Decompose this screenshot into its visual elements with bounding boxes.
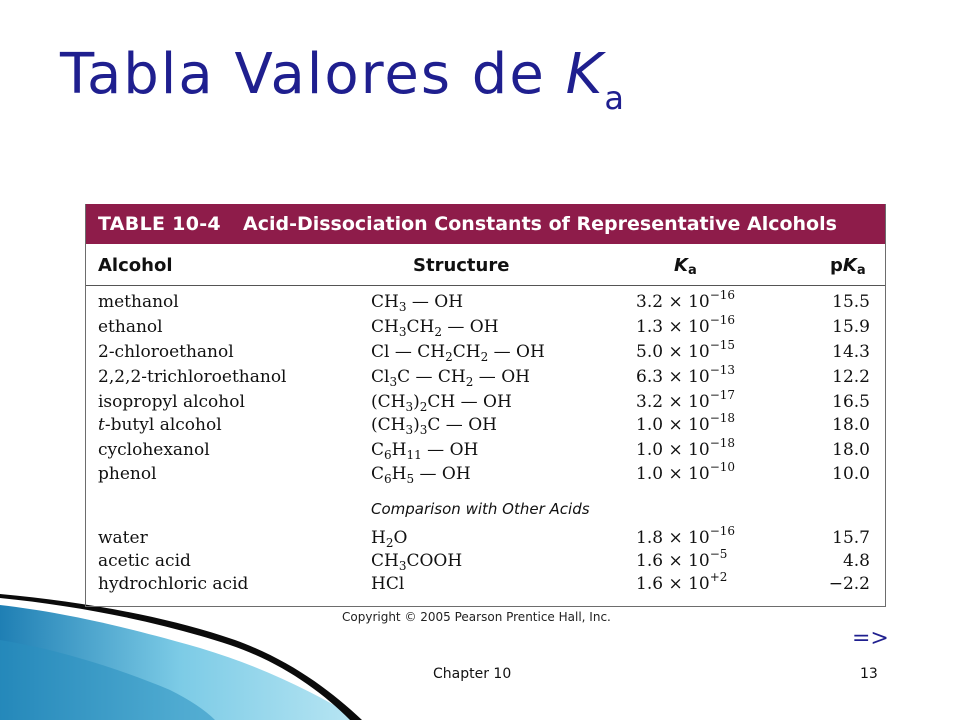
pka-value: 15.5 bbox=[832, 292, 870, 312]
ka-value bbox=[636, 570, 728, 594]
ka-value bbox=[636, 547, 728, 571]
structure-formula: $C_6H_{11}$ — OH bbox=[371, 440, 479, 462]
table-row-name: methanol bbox=[98, 292, 179, 312]
pka-value: 15.7 bbox=[832, 528, 870, 548]
ka-value bbox=[636, 338, 736, 362]
ka-exponent: −13 bbox=[709, 363, 736, 377]
ka-exponent: −16 bbox=[709, 313, 736, 327]
ka-mantissa: 5.0 × 10 bbox=[636, 342, 710, 362]
pka-value: 18.0 bbox=[832, 440, 870, 460]
ka-value bbox=[636, 313, 736, 337]
structure-formula: HCl bbox=[371, 574, 405, 594]
pka-value: 15.9 bbox=[832, 317, 870, 337]
acidity-table bbox=[85, 204, 886, 607]
structure-formula: $H_2O$ bbox=[371, 528, 408, 550]
slide-title-k: K bbox=[565, 42, 605, 107]
slide-title bbox=[60, 42, 626, 117]
table-number: TABLE 10-4 bbox=[98, 213, 221, 235]
column-header-ka bbox=[674, 255, 697, 276]
table-row-name: 2,2,2-trichloroethanol bbox=[98, 367, 287, 387]
ka-exponent: −16 bbox=[709, 524, 736, 538]
ka-mantissa: 1.8 × 10 bbox=[636, 528, 710, 548]
column-header-alcohol: Alcohol bbox=[98, 255, 173, 276]
ka-value bbox=[636, 524, 736, 548]
ka-exponent: −18 bbox=[709, 411, 736, 425]
ka-value bbox=[636, 388, 736, 412]
ka-k: K bbox=[674, 255, 688, 276]
table-row-name: isopropyl alcohol bbox=[98, 392, 245, 412]
table-row-name: water bbox=[98, 528, 148, 548]
ka-value bbox=[636, 411, 736, 435]
table-row-name: hydrochloric acid bbox=[98, 574, 249, 594]
ka-mantissa: 3.2 × 10 bbox=[636, 392, 710, 412]
ka-mantissa: 1.0 × 10 bbox=[636, 415, 710, 435]
ka-exponent: −18 bbox=[709, 436, 736, 450]
ka-mantissa: 1.3 × 10 bbox=[636, 317, 710, 337]
ka-mantissa: 6.3 × 10 bbox=[636, 367, 710, 387]
structure-formula: $(CH_3)_2CH$ — OH bbox=[371, 392, 512, 414]
table-header-bar bbox=[86, 204, 885, 244]
ka-sub: a bbox=[687, 263, 697, 278]
ka-mantissa: 3.2 × 10 bbox=[636, 292, 710, 312]
structure-formula: $CH_3CH_2$ — OH bbox=[371, 317, 499, 339]
structure-formula: $(CH_3)_3C$ — OH bbox=[371, 415, 497, 437]
pka-k: K bbox=[842, 255, 857, 276]
pka-value: 16.5 bbox=[832, 392, 870, 412]
structure-formula: $CH_3$ — OH bbox=[371, 292, 464, 314]
slide-title-text: Tabla Valores de bbox=[60, 42, 566, 107]
ka-mantissa: 1.0 × 10 bbox=[636, 464, 710, 484]
comparison-section-label: Comparison with Other Acids bbox=[371, 500, 590, 518]
ka-exponent: −5 bbox=[709, 547, 728, 561]
slide-title-subscript: a bbox=[604, 79, 626, 117]
header-rule bbox=[86, 285, 885, 286]
ka-value bbox=[636, 363, 736, 387]
column-header-pka bbox=[830, 255, 866, 276]
ka-exponent: −16 bbox=[709, 288, 736, 302]
pka-p: p bbox=[830, 255, 843, 276]
ka-exponent: −10 bbox=[709, 460, 736, 474]
table-row-name: acetic acid bbox=[98, 551, 191, 571]
table-row-name: phenol bbox=[98, 464, 157, 484]
t-butyl-rest: -butyl alcohol bbox=[104, 415, 222, 435]
pka-value: 18.0 bbox=[832, 415, 870, 435]
ka-mantissa: 1.0 × 10 bbox=[636, 440, 710, 460]
pka-value: 12.2 bbox=[832, 367, 870, 387]
pka-value: 10.0 bbox=[832, 464, 870, 484]
ka-value bbox=[636, 436, 736, 460]
pka-sub: a bbox=[856, 263, 866, 278]
ka-mantissa: 1.6 × 10 bbox=[636, 574, 710, 594]
table-row-name: ethanol bbox=[98, 317, 163, 337]
table-row-name: cyclohexanol bbox=[98, 440, 210, 460]
table-caption: Acid-Dissociation Constants of Representative Alcohols bbox=[243, 213, 837, 235]
pka-value: 14.3 bbox=[832, 342, 870, 362]
table-row-name bbox=[98, 415, 222, 435]
ka-mantissa: 1.6 × 10 bbox=[636, 551, 710, 571]
structure-formula: $Cl_3C$ — $CH_2$ — OH bbox=[371, 367, 530, 389]
ka-exponent: −17 bbox=[709, 388, 736, 402]
ka-exponent: −15 bbox=[709, 338, 736, 352]
next-arrow: => bbox=[852, 626, 889, 651]
footer-page-number: 13 bbox=[860, 666, 878, 682]
ka-value bbox=[636, 460, 736, 484]
structure-formula: Cl — $CH_2CH_2$ — OH bbox=[371, 342, 545, 364]
pka-value: −2.2 bbox=[828, 574, 870, 594]
table-row-name: 2-chloroethanol bbox=[98, 342, 234, 362]
pka-value: 4.8 bbox=[842, 551, 870, 571]
footer-chapter: Chapter 10 bbox=[433, 666, 512, 682]
column-header-structure: Structure bbox=[413, 255, 510, 276]
ka-exponent: +2 bbox=[709, 570, 728, 584]
ka-value bbox=[636, 288, 736, 312]
copyright-notice: Copyright © 2005 Pearson Prentice Hall, Inc. bbox=[342, 610, 611, 624]
structure-formula: $CH_3COOH$ bbox=[371, 551, 463, 573]
t-prefix: t bbox=[98, 415, 105, 435]
structure-formula: $C_6H_5$ — OH bbox=[371, 464, 471, 486]
